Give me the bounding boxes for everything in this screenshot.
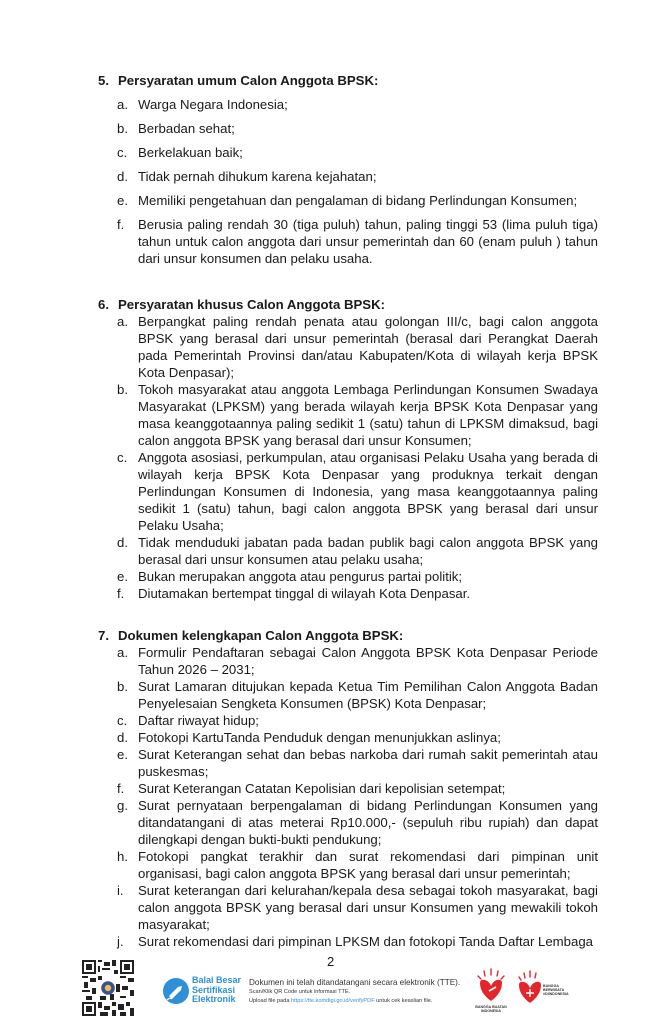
list-item (98, 780, 598, 797)
section-number: 5. (98, 73, 109, 88)
document-list (98, 644, 598, 950)
section-6 (98, 296, 598, 602)
section-title: Persyaratan umum Calon Anggota BPSK: (118, 73, 379, 88)
bsre-line: Balai Besar (192, 975, 242, 985)
tte-scan-hint: Scan/Klik QR Code untuk informasi TTE. (249, 989, 351, 995)
item-letter: f. (117, 217, 125, 232)
item-letter: e. (117, 193, 128, 208)
item-text: Daftar riwayat hidup; (138, 713, 259, 728)
bsre-line: Elektronik (192, 994, 236, 1005)
item-letter: c. (117, 713, 128, 728)
item-text: Anggota asosiasi, perkumpulan, atau organisasi Pelaku Usaha yang berada di wilayah kerja BPSK Kota Denpasar yang produknya terkait dengan Perlindungan Konsumen di Indonesia, yang masa keanggotaannya paling sedikit 1 (satu) tahun, bagi calon anggota BPSK yang berasal dari unsur Pelaku Usaha; (138, 450, 598, 533)
list-item (98, 712, 598, 729)
list-item (98, 568, 598, 585)
section-heading (98, 72, 598, 89)
section-title: Persyaratan khusus Calon Anggota BPSK: (118, 297, 385, 312)
section-number: 7. (98, 628, 109, 643)
item-letter: d. (117, 730, 128, 745)
svg-text:BANGGA BUATAN: BANGGA BUATAN (475, 1005, 507, 1009)
item-letter: c. (117, 450, 128, 465)
item-letter: d. (117, 535, 128, 550)
list-item (98, 168, 598, 185)
item-letter: a. (117, 97, 128, 112)
item-letter: b. (117, 382, 128, 397)
item-letter: d. (117, 169, 128, 184)
list-item (98, 848, 598, 882)
item-letter: b. (117, 679, 128, 694)
list-item (98, 381, 598, 449)
item-text: Berkelakuan baik; (138, 145, 243, 160)
bangga-berwisata-logo-icon (512, 967, 572, 1015)
svg-text:#DIINDONESIA: #DIINDONESIA (543, 992, 569, 996)
svg-text:BERWISATA: BERWISATA (543, 988, 565, 992)
item-text: Formulir Pendaftaran sebagai Calon Anggota BPSK Kota Denpasar Periode Tahun 2026 – 2031; (138, 645, 598, 677)
section-5 (98, 72, 598, 274)
item-text: Surat Lamaran ditujukan kepada Ketua Tim Pemilihan Calon Anggota Badan Penyelesaian Sengketa Konsumen (BPSK) Kota Denpasar; (138, 679, 598, 711)
list-item (98, 144, 598, 161)
item-text: Surat rekomendasi dari pimpinan LPKSM dan fotokopi Tanda Daftar Lembaga (138, 934, 593, 949)
item-letter: b. (117, 121, 128, 136)
item-text: Bukan merupakan anggota atau pengurus partai politik; (138, 569, 463, 584)
item-letter: f. (117, 586, 125, 601)
svg-text:INDONESIA: INDONESIA (481, 1009, 501, 1013)
list-item (98, 192, 598, 209)
page-number: 2 (327, 954, 335, 969)
list-item (98, 729, 598, 746)
bsre-line: Sertifikasi (192, 984, 236, 995)
item-letter: c. (117, 145, 128, 160)
tte-notice (249, 977, 460, 1006)
tte-upload-suffix: untuk cek keaslian file. (374, 998, 433, 1004)
bangga-buatan-indonesia-logo-icon (468, 967, 514, 1015)
item-letter: e. (117, 747, 128, 762)
bsre-logo-icon (163, 978, 189, 1004)
item-text: Fotokopi pangkat terakhir dan surat rekomendasi dari pimpinan unit organisasi, bagi calon anggota BPSK yang berasal dari unsur pemerintah; (138, 849, 598, 881)
item-letter: i. (117, 883, 124, 898)
item-letter: j. (117, 934, 124, 949)
item-text: Berbadan sehat; (138, 121, 235, 136)
item-letter: a. (117, 645, 128, 660)
list-item (98, 449, 598, 534)
tte-statement: Dokumen ini telah ditandatangani secara elektronik (TTE). (249, 978, 461, 987)
item-letter: e. (117, 569, 128, 584)
qr-code-icon[interactable] (82, 960, 134, 1016)
requirement-list (98, 96, 598, 267)
item-text: Memiliki pengetahuan dan pengalaman di bidang Perlindungan Konsumen; (138, 193, 578, 208)
item-text: Berusia paling rendah 30 (tiga puluh) tahun, paling tinggi 53 (lima puluh tiga) tahun untuk calon anggota dari unsur pemerintah dan 60 (enam puluh ) tahun dari unsur konsumen dan pelaku usaha. (138, 217, 598, 266)
item-text: Warga Negara Indonesia; (138, 97, 288, 112)
list-item (98, 120, 598, 137)
list-item (98, 585, 598, 602)
item-letter: h. (117, 849, 128, 864)
item-text: Diutamakan bertempat tinggal di wilayah Kota Denpasar. (138, 586, 471, 601)
tte-upload-prefix: Upload file pada (249, 998, 291, 1004)
item-text: Surat Keterangan sehat dan bebas narkoba dari rumah sakit pemerintah atau puskesmas; (138, 747, 598, 779)
item-text: Surat pernyataan berpengalaman di bidang Perlindungan Konsumen yang ditandatangani di atas meterai Rp10.000,- (sepuluh ribu rupiah) dan dapat dilengkapi dengan bukti-bukti pendukung; (138, 798, 598, 847)
list-item (98, 644, 598, 678)
item-text: Surat keterangan dari kelurahan/kepala desa sebagai tokoh masyarakat, bagi calon anggota BPSK yang berasal dari unsur Konsumen yang mewakili tokoh masyarakat; (138, 883, 598, 932)
item-text: Tidak menduduki jabatan pada badan publik bagi calon anggota BPSK yang berasal dari unsur konsumen atau pelaku usaha; (138, 535, 598, 567)
bsre-name (192, 976, 241, 1005)
list-item (98, 797, 598, 848)
list-item (98, 933, 598, 950)
section-number: 6. (98, 297, 109, 312)
item-text: Tidak pernah dihukum karena kejahatan; (138, 169, 377, 184)
item-letter: g. (117, 798, 128, 813)
requirement-list (98, 313, 598, 602)
list-item (98, 96, 598, 113)
list-item (98, 216, 598, 267)
tte-upload-hint (249, 997, 460, 1006)
svg-text:BANGGA: BANGGA (543, 984, 559, 988)
list-item (98, 678, 598, 712)
item-letter: a. (117, 314, 128, 329)
item-text: Tokoh masyarakat atau anggota Lembaga Perlindungan Konsumen Swadaya Masyarakat (LPKSM) yang berada wilayah kerja BPSK Kota Denpasar yang masa keanggotaannya paling sedikit 1 (satu) tahun di LPKSM dimaksud, bagi calon anggota BPSK yang berasal dari unsur Konsumen; (138, 382, 598, 448)
item-text: Fotokopi KartuTanda Penduduk dengan menunjukkan aslinya; (138, 730, 501, 745)
item-text: Surat Keterangan Catatan Kepolisian dari kepolisian setempat; (138, 781, 506, 796)
section-7 (98, 627, 598, 950)
list-item (98, 746, 598, 780)
list-item (98, 313, 598, 381)
signature-footer (0, 955, 667, 1024)
item-text: Berpangkat paling rendah penata atau golongan III/c, bagi calon anggota BPSK yang berasal dari unsur pemerintah (berasal dari Perangkat Daerah pada Pemerintah Provinsi dan/atau Kabupaten/Kota di wilayah kerja BPSK Kota Denpasar); (138, 314, 598, 380)
section-heading (98, 627, 598, 644)
section-heading (98, 296, 598, 313)
section-title: Dokumen kelengkapan Calon Anggota BPSK: (118, 628, 404, 643)
list-item (98, 882, 598, 933)
item-letter: f. (117, 781, 125, 796)
verify-pdf-link[interactable]: https://tte.komdigi.go.id/verifyPDF (290, 998, 375, 1004)
list-item (98, 534, 598, 568)
